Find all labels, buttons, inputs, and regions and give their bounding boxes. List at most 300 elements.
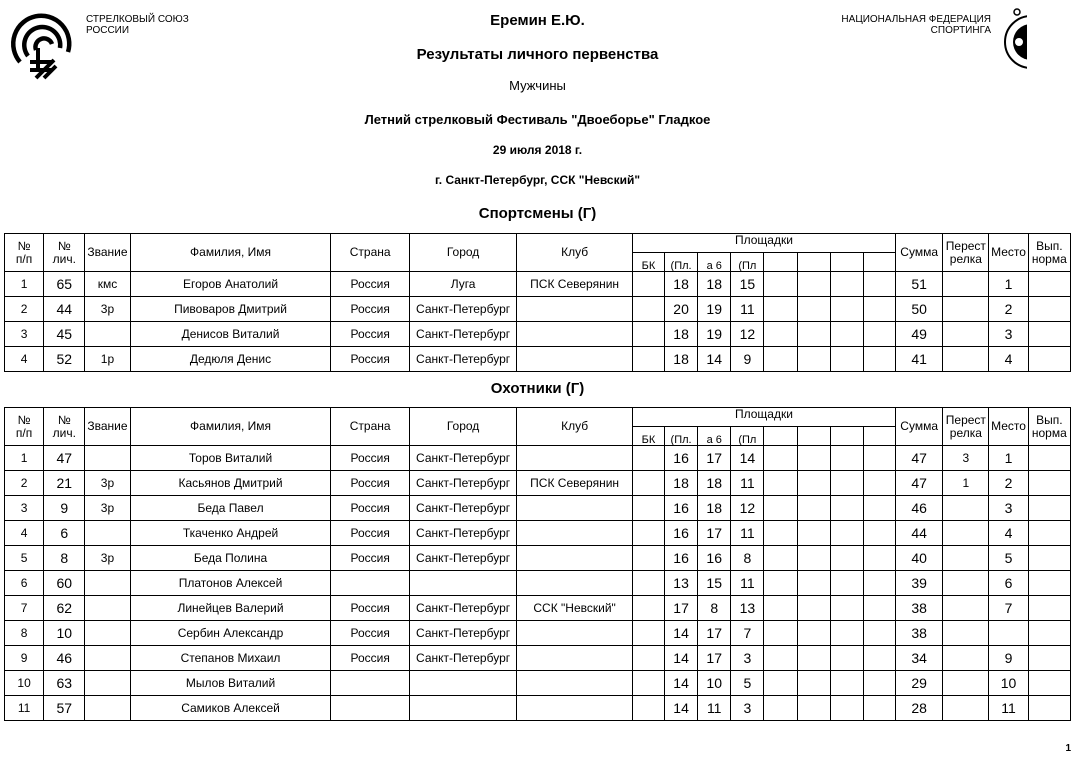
event-name: Летний стрелковый Фестиваль "Двоеборье" Гладкое: [364, 112, 711, 127]
row-name: Беда Павел: [130, 496, 331, 521]
row-empty: [863, 521, 895, 546]
row-platform-3: 3: [731, 646, 764, 671]
row-place: 4: [989, 521, 1028, 546]
row-empty: [863, 446, 895, 471]
row-empty: [830, 571, 863, 596]
table-row: [5, 322, 1071, 347]
row-empty: [764, 596, 797, 621]
event-place: г. Санкт-Петербург, ССК "Невский": [434, 173, 641, 187]
row-bk: [632, 596, 664, 621]
col-num: № п/п: [5, 234, 44, 272]
row-place: 3: [989, 322, 1028, 347]
row-platform-3: 11: [731, 471, 764, 496]
row-rank: 3р: [85, 297, 130, 322]
row-num: 3: [5, 496, 44, 521]
row-num: 4: [5, 347, 44, 372]
row-club: [517, 671, 633, 696]
row-platform-2: 16: [698, 546, 731, 571]
row-city: Санкт-Петербург: [409, 621, 516, 646]
row-country: [331, 571, 409, 596]
row-country: Россия: [331, 521, 409, 546]
org-right-name: НАЦИОНАЛЬНАЯ ФЕДЕРАЦИЯ СПОРТИНГА: [841, 14, 991, 36]
col-platforms: Площадки: [632, 408, 895, 427]
row-shootoff: 1: [943, 471, 989, 496]
row-place: 7: [989, 596, 1028, 621]
row-country: Россия: [331, 347, 409, 372]
row-empty: [863, 671, 895, 696]
col-name: Фамилия, Имя: [130, 408, 331, 446]
row-empty: [830, 621, 863, 646]
row-norm: [1028, 596, 1070, 621]
row-empty: [830, 272, 863, 297]
row-empty: [764, 471, 797, 496]
row-num: 8: [5, 621, 44, 646]
row-bk: [632, 471, 664, 496]
col-platforms: Площадки: [632, 234, 895, 253]
col-place: Место: [989, 234, 1028, 272]
row-place: 10: [989, 671, 1028, 696]
row-shootoff: [943, 671, 989, 696]
col-platform-1: (Пл.: [665, 427, 698, 446]
row-rank: [85, 621, 130, 646]
row-rank: кмс: [85, 272, 130, 297]
row-rank: 3р: [85, 471, 130, 496]
row-empty: [863, 696, 895, 721]
col-country: Страна: [331, 408, 409, 446]
row-empty: [830, 297, 863, 322]
row-shootoff: [943, 696, 989, 721]
row-club: ССК "Невский": [517, 596, 633, 621]
row-sum: 46: [896, 496, 943, 521]
row-empty: [863, 596, 895, 621]
table-row: [5, 546, 1071, 571]
row-bk: [632, 696, 664, 721]
table-row: [5, 297, 1071, 322]
row-empty: [764, 696, 797, 721]
row-country: Россия: [331, 596, 409, 621]
row-empty: [797, 471, 830, 496]
col-city: Город: [409, 234, 516, 272]
row-empty: [830, 446, 863, 471]
row-club: [517, 696, 633, 721]
row-platform-2: 11: [698, 696, 731, 721]
row-empty: [830, 322, 863, 347]
col-sum: Сумма: [896, 234, 943, 272]
row-sum: 50: [896, 297, 943, 322]
row-sum: 38: [896, 621, 943, 646]
row-empty: [863, 571, 895, 596]
row-platform-3: 14: [731, 446, 764, 471]
row-club: [517, 496, 633, 521]
row-city: Санкт-Петербург: [409, 646, 516, 671]
row-name: Денисов Виталий: [130, 322, 331, 347]
col-lic: № лич.: [44, 408, 85, 446]
row-bk: [632, 446, 664, 471]
row-num: 1: [5, 446, 44, 471]
row-country: Россия: [331, 546, 409, 571]
row-name: Беда Полина: [130, 546, 331, 571]
table-row: [5, 496, 1071, 521]
section-title-sportsmen: Спортсмены (Г): [478, 205, 597, 222]
row-platform-2: 17: [698, 446, 731, 471]
row-platform-2: 15: [698, 571, 731, 596]
col-bk: БК: [632, 253, 664, 272]
row-lic: 6: [44, 521, 85, 546]
row-platform-3: 7: [731, 621, 764, 646]
row-rank: [85, 671, 130, 696]
row-club: [517, 621, 633, 646]
row-norm: [1028, 646, 1070, 671]
row-place: 3: [989, 496, 1028, 521]
row-sum: 44: [896, 521, 943, 546]
row-norm: [1028, 671, 1070, 696]
row-platform-1: 17: [665, 596, 698, 621]
row-empty: [764, 546, 797, 571]
row-empty: [830, 496, 863, 521]
row-platform-2: 18: [698, 496, 731, 521]
row-norm: [1028, 471, 1070, 496]
row-city: Санкт-Петербург: [409, 596, 516, 621]
org-left-name: СТРЕЛКОВЫЙ СОЮЗ РОССИИ: [86, 14, 189, 36]
row-num: 11: [5, 696, 44, 721]
row-platform-1: 14: [665, 671, 698, 696]
col-bk: БК: [632, 427, 664, 446]
row-sum: 28: [896, 696, 943, 721]
row-name: Мылов Виталий: [130, 671, 331, 696]
row-name: Самиков Алексей: [130, 696, 331, 721]
row-bk: [632, 546, 664, 571]
table-row: [5, 646, 1071, 671]
table-row: [5, 621, 1071, 646]
col-platform-1: (Пл.: [665, 253, 698, 272]
row-city: Санкт-Петербург: [409, 297, 516, 322]
results-table-hunters: [4, 407, 1071, 721]
row-place: 1: [989, 272, 1028, 297]
col-sum: Сумма: [896, 408, 943, 446]
row-lic: 57: [44, 696, 85, 721]
row-city: Санкт-Петербург: [409, 496, 516, 521]
row-platform-3: 13: [731, 596, 764, 621]
row-platform-3: 8: [731, 546, 764, 571]
row-club: [517, 521, 633, 546]
col-name: Фамилия, Имя: [130, 234, 331, 272]
row-platform-3: 11: [731, 297, 764, 322]
row-club: [517, 446, 633, 471]
row-platform-1: 16: [665, 496, 698, 521]
row-lic: 21: [44, 471, 85, 496]
col-norm: Вып. норма: [1028, 234, 1070, 272]
row-bk: [632, 347, 664, 372]
row-name: Ткаченко Андрей: [130, 521, 331, 546]
row-empty: [830, 596, 863, 621]
row-city: Санкт-Петербург: [409, 546, 516, 571]
col-city: Город: [409, 408, 516, 446]
col-club: Клуб: [517, 408, 633, 446]
row-city: [409, 571, 516, 596]
row-norm: [1028, 546, 1070, 571]
row-platform-1: 14: [665, 646, 698, 671]
row-empty: [797, 297, 830, 322]
row-empty: [797, 621, 830, 646]
row-sum: 47: [896, 471, 943, 496]
row-bk: [632, 272, 664, 297]
row-name: Дедюля Денис: [130, 347, 331, 372]
row-num: 4: [5, 521, 44, 546]
row-bk: [632, 496, 664, 521]
results-table-sportsmen: [4, 233, 1071, 372]
row-club: ПСК Северянин: [517, 471, 633, 496]
row-norm: [1028, 297, 1070, 322]
row-lic: 9: [44, 496, 85, 521]
row-name: Егоров Анатолий: [130, 272, 331, 297]
row-num: 6: [5, 571, 44, 596]
row-empty: [764, 646, 797, 671]
row-norm: [1028, 322, 1070, 347]
row-empty: [797, 671, 830, 696]
row-lic: 46: [44, 646, 85, 671]
row-country: [331, 696, 409, 721]
row-platform-2: 8: [698, 596, 731, 621]
row-empty: [863, 546, 895, 571]
row-empty: [797, 521, 830, 546]
row-empty: [863, 471, 895, 496]
row-empty: [797, 646, 830, 671]
row-num: 10: [5, 671, 44, 696]
row-club: [517, 297, 633, 322]
row-shootoff: [943, 496, 989, 521]
row-empty: [764, 446, 797, 471]
row-club: [517, 646, 633, 671]
row-place: 6: [989, 571, 1028, 596]
row-lic: 63: [44, 671, 85, 696]
row-platform-3: 15: [731, 272, 764, 297]
table-row: [5, 671, 1071, 696]
row-platform-3: 12: [731, 322, 764, 347]
row-country: Россия: [331, 621, 409, 646]
row-country: [331, 671, 409, 696]
row-platform-3: 5: [731, 671, 764, 696]
row-club: [517, 571, 633, 596]
row-sum: 51: [896, 272, 943, 297]
row-city: Санкт-Петербург: [409, 347, 516, 372]
row-lic: 65: [44, 272, 85, 297]
row-shootoff: [943, 546, 989, 571]
row-empty: [863, 347, 895, 372]
row-num: 1: [5, 272, 44, 297]
section-title-hunters: Охотники (Г): [490, 380, 585, 397]
row-name: Линейцев Валерий: [130, 596, 331, 621]
row-num: 7: [5, 596, 44, 621]
row-city: Луга: [409, 272, 516, 297]
col-num: № п/п: [5, 408, 44, 446]
row-city: Санкт-Петербург: [409, 446, 516, 471]
row-empty: [797, 347, 830, 372]
row-bk: [632, 571, 664, 596]
row-num: 3: [5, 322, 44, 347]
row-country: Россия: [331, 496, 409, 521]
row-city: [409, 671, 516, 696]
row-city: Санкт-Петербург: [409, 322, 516, 347]
row-platform-2: 17: [698, 646, 731, 671]
table-row: [5, 347, 1071, 372]
col-shootoff: Перест релка: [943, 408, 989, 446]
row-platform-1: 16: [665, 521, 698, 546]
row-sum: 38: [896, 596, 943, 621]
row-norm: [1028, 496, 1070, 521]
row-platform-2: 18: [698, 272, 731, 297]
row-empty: [797, 322, 830, 347]
table-row: [5, 446, 1071, 471]
row-place: 11: [989, 696, 1028, 721]
row-city: Санкт-Петербург: [409, 521, 516, 546]
row-empty: [797, 696, 830, 721]
row-bk: [632, 646, 664, 671]
row-empty: [863, 297, 895, 322]
row-country: Россия: [331, 446, 409, 471]
row-empty: [797, 446, 830, 471]
row-platform-2: 14: [698, 347, 731, 372]
row-lic: 47: [44, 446, 85, 471]
row-lic: 8: [44, 546, 85, 571]
row-platform-3: 11: [731, 521, 764, 546]
row-country: Россия: [331, 646, 409, 671]
row-empty: [797, 272, 830, 297]
row-club: [517, 322, 633, 347]
row-rank: [85, 521, 130, 546]
row-empty: [764, 347, 797, 372]
table-row: [5, 272, 1071, 297]
row-rank: 3р: [85, 496, 130, 521]
row-lic: 10: [44, 621, 85, 646]
row-rank: [85, 596, 130, 621]
row-shootoff: [943, 272, 989, 297]
row-name: Платонов Алексей: [130, 571, 331, 596]
row-sum: 41: [896, 347, 943, 372]
row-empty: [863, 272, 895, 297]
row-norm: [1028, 696, 1070, 721]
row-num: 2: [5, 297, 44, 322]
row-norm: [1028, 446, 1070, 471]
col-lic: № лич.: [44, 234, 85, 272]
row-empty: [830, 671, 863, 696]
col-rank: Звание: [85, 234, 130, 272]
row-empty: [830, 696, 863, 721]
row-norm: [1028, 521, 1070, 546]
col-place: Место: [989, 408, 1028, 446]
row-place: 2: [989, 471, 1028, 496]
row-country: Россия: [331, 272, 409, 297]
row-rank: [85, 696, 130, 721]
row-sum: 47: [896, 446, 943, 471]
row-empty: [830, 646, 863, 671]
col-country: Страна: [331, 234, 409, 272]
row-empty: [830, 546, 863, 571]
row-bk: [632, 671, 664, 696]
row-empty: [764, 521, 797, 546]
row-bk: [632, 621, 664, 646]
row-name: Торов Виталий: [130, 446, 331, 471]
row-platform-1: 20: [665, 297, 698, 322]
row-platform-1: 14: [665, 621, 698, 646]
row-shootoff: [943, 621, 989, 646]
row-name: Касьянов Дмитрий: [130, 471, 331, 496]
category-subtitle: Мужчины: [509, 78, 566, 93]
row-shootoff: [943, 571, 989, 596]
row-platform-2: 10: [698, 671, 731, 696]
row-num: 9: [5, 646, 44, 671]
row-city: Санкт-Петербург: [409, 471, 516, 496]
row-shootoff: [943, 347, 989, 372]
page-number: 1: [1065, 743, 1071, 754]
col-club: Клуб: [517, 234, 633, 272]
row-shootoff: [943, 297, 989, 322]
row-empty: [830, 347, 863, 372]
row-platform-2: 19: [698, 297, 731, 322]
row-empty: [830, 521, 863, 546]
row-rank: [85, 571, 130, 596]
row-place: 5: [989, 546, 1028, 571]
row-platform-2: 18: [698, 471, 731, 496]
row-rank: 3р: [85, 546, 130, 571]
row-empty: [764, 496, 797, 521]
row-sum: 40: [896, 546, 943, 571]
row-empty: [764, 272, 797, 297]
row-empty: [797, 596, 830, 621]
row-platform-1: 13: [665, 571, 698, 596]
table-row: [5, 571, 1071, 596]
row-place: 1: [989, 446, 1028, 471]
row-platform-1: 18: [665, 322, 698, 347]
row-name: Сербин Александр: [130, 621, 331, 646]
row-platform-1: 18: [665, 347, 698, 372]
row-lic: 60: [44, 571, 85, 596]
row-place: 9: [989, 646, 1028, 671]
row-empty: [764, 621, 797, 646]
row-country: Россия: [331, 297, 409, 322]
row-platform-1: 16: [665, 446, 698, 471]
row-sum: 34: [896, 646, 943, 671]
row-sum: 39: [896, 571, 943, 596]
col-rank: Звание: [85, 408, 130, 446]
table-row: [5, 471, 1071, 496]
row-empty: [863, 646, 895, 671]
row-lic: 45: [44, 322, 85, 347]
row-shootoff: 3: [943, 446, 989, 471]
row-club: [517, 347, 633, 372]
row-empty: [830, 471, 863, 496]
row-platform-1: 14: [665, 696, 698, 721]
row-empty: [863, 621, 895, 646]
table-row: [5, 696, 1071, 721]
row-platform-1: 16: [665, 546, 698, 571]
col-platform-2: а 6: [698, 427, 731, 446]
row-empty: [764, 322, 797, 347]
row-norm: [1028, 347, 1070, 372]
row-platform-1: 18: [665, 471, 698, 496]
row-platform-2: 19: [698, 322, 731, 347]
row-empty: [797, 571, 830, 596]
row-rank: [85, 322, 130, 347]
row-place: [989, 621, 1028, 646]
row-rank: [85, 646, 130, 671]
row-platform-3: 12: [731, 496, 764, 521]
row-country: Россия: [331, 471, 409, 496]
table-row: [5, 521, 1071, 546]
col-platform-3: (Пл: [731, 427, 764, 446]
row-bk: [632, 322, 664, 347]
row-empty: [764, 571, 797, 596]
row-name: Пивоваров Дмитрий: [130, 297, 331, 322]
